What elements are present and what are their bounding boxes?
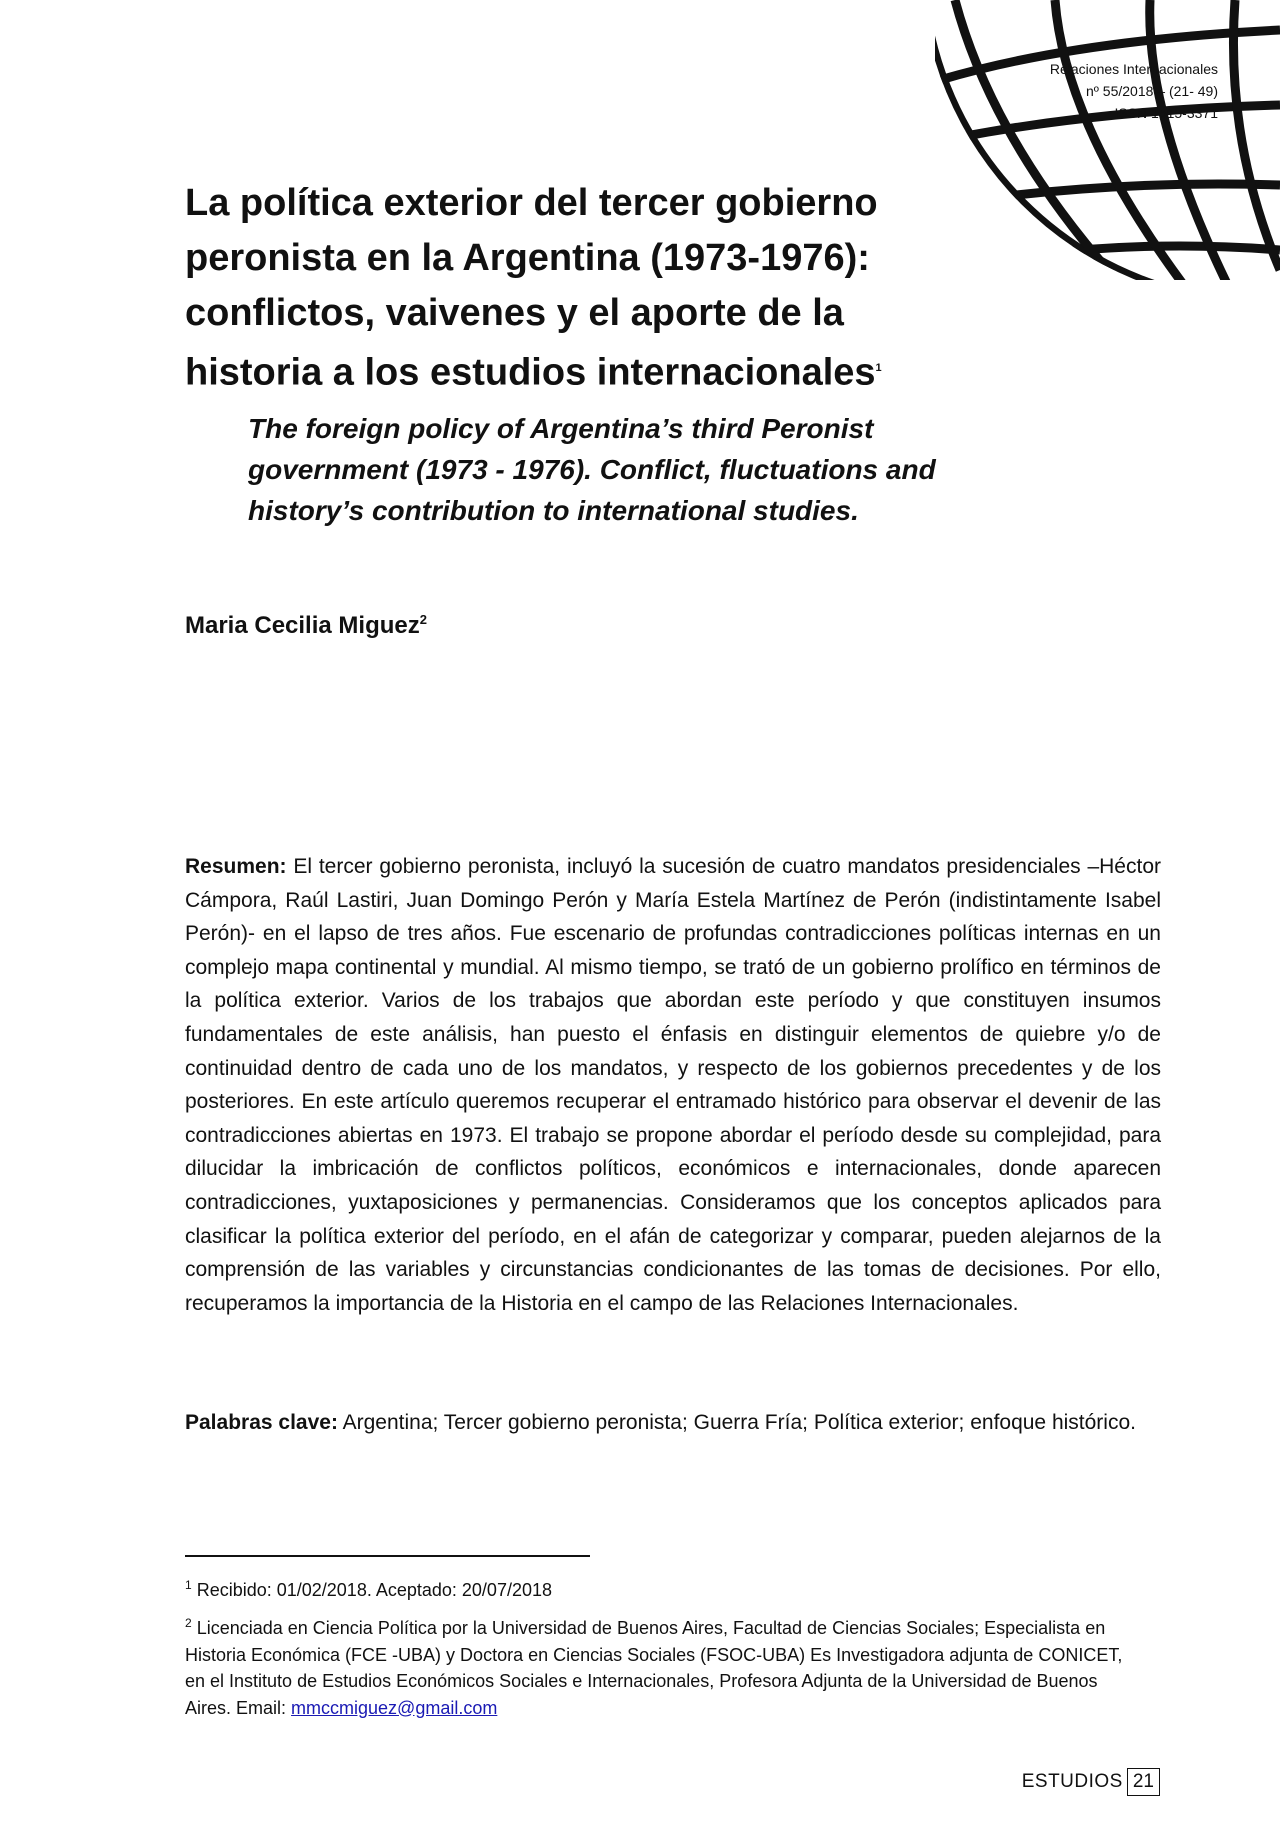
footnote-1-text: Recibido: 01/02/2018. Aceptado: 20/07/2018 [196,1580,552,1600]
journal-issn: ISSN 1515-3371 [1114,105,1218,121]
author-name: Maria Cecilia Miguez [185,612,420,639]
journal-name: Relaciones Internacionales [1049,61,1218,77]
journal-info [1050,58,1218,124]
footnote-1 [185,1572,552,1603]
keywords-text: Argentina; Tercer gobierno peronista; Guerra Fría; Política exterior; enfoque histórico. [342,1411,1136,1434]
page-footer [1022,1768,1160,1796]
footnote-2-mark: 2 [185,1616,192,1630]
author-footnote-mark[interactable]: 2 [419,612,427,627]
email-link[interactable]: mmccmiguez@gmail.com [291,1697,498,1718]
author [185,612,427,640]
article-title [185,176,945,401]
page-number: 21 [1127,1768,1160,1796]
section-label: ESTUDIOS [1021,1771,1123,1792]
article-subtitle: The foreign policy of Argentina’s third Peronist government (1973 - 1976). Conflict, fluctuations and history’s contribution to international studies. [248,413,936,526]
article-title-text: La política exterior del tercer gobierno peronista en la Argentina (1973-1976): conflictos, vaivenes y el aporte de la historia a los estudios internacionales [185,182,878,394]
abstract [185,850,1161,1320]
footnote-divider [185,1555,590,1557]
journal-issue: nº 55/2018 – (21- 49) [1086,83,1218,99]
globe-icon [935,0,1280,280]
title-footnote-mark[interactable]: 1 [875,362,882,374]
footnote-2-text: Licenciada en Ciencia Política por la Universidad de Buenos Aires, Facultad de Ciencias Sociales; Especialista en Historia Económica (FCE -UBA) y Doctora en Ciencias Sociales (FSOC-UBA) Es Investigadora adjunta de CONICET, en el Instituto de Estudios Económicos Sociales e Internacionales, Profesora Adjunta de la Universidad de Buenos Aires. Email: [185,1618,1123,1718]
abstract-label: Resumen: [185,855,287,878]
abstract-text: El tercer gobierno peronista, incluyó la sucesión de cuatro mandatos presidenciales –Héctor Cámpora, Raúl Lastiri, Juan Domingo Perón y María Estela Martínez de Perón (indistintamente Isabel Perón)- en el lapso de tres años. Fue escenario de profundas contradicciones políticas internas en un complejo mapa continental y mundial. Al mismo tiempo, se trató de un gobierno prolífico en términos de la política exterior. Varios de los trabajos que abordan este período y que constituyen insumos fundamentales de este análisis, han puesto el énfasis en distinguir elementos de quiebre y/o de continuidad dentro de cada uno de los mandatos, y respecto de los gobiernos precedentes y de los posteriores. En este artículo queremos recuperar el entramado histórico para observar el devenir de las contradicciones abiertas en 1973. El trabajo se propone abordar el período desde su complejidad, para dilucidar la imbricación de conflictos políticos, económicos e internacionales, donde aparecen contradicciones, yuxtaposiciones y permanencias. Consideramos que los conceptos aplicados para clasificar la política exterior del período, en el afán de categorizar y comparar, pueden alejarnos de la comprensión de las variables y circunstancias condicionantes de las tomas de decisiones. Por ello, recuperamos la importancia de la Historia en el campo de las Relaciones Internacionales. [185,855,1161,1315]
footnote-1-mark: 1 [185,1578,192,1592]
keywords-label: Palabras clave: [185,1411,338,1434]
footnote-2 [185,1610,1125,1721]
keywords [185,1406,1161,1440]
